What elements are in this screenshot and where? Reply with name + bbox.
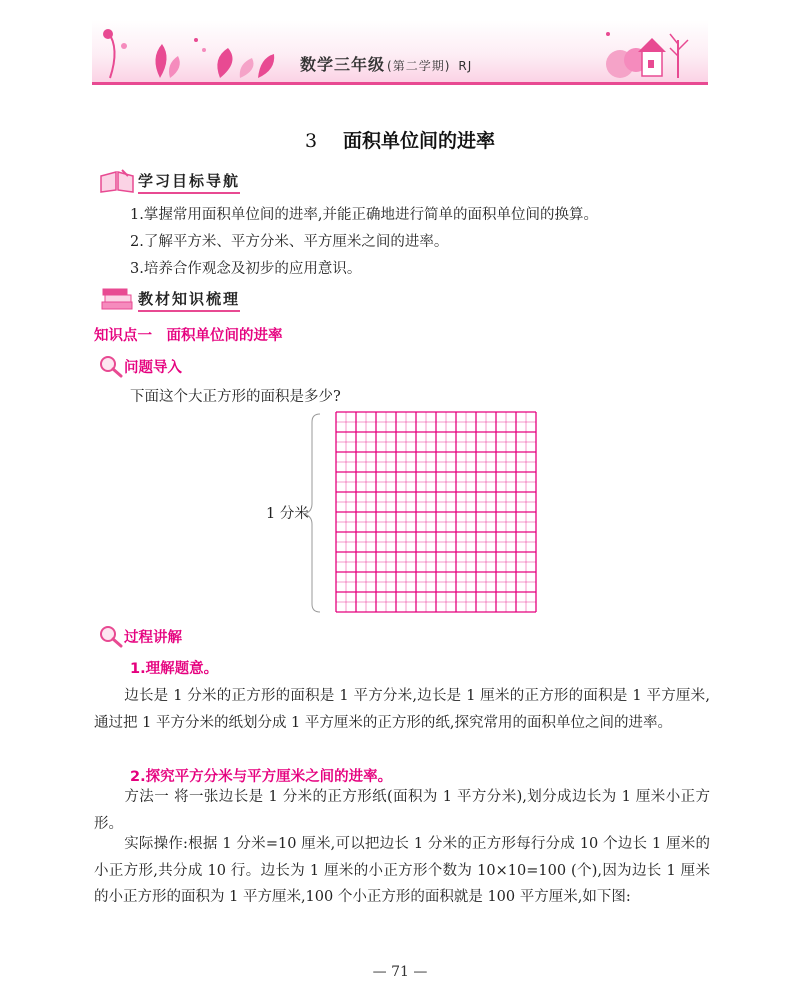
goals-heading: 学习目标导航 xyxy=(138,170,240,194)
left-flower-decoration-icon xyxy=(100,28,280,80)
header-subtitle: (第二学期) xyxy=(387,59,451,73)
method-1-text: 方法一 将一张边长是 1 分米的正方形纸(面积为 1 平方分米),划分成边长为 1 厘米小正方形。 xyxy=(94,789,710,832)
practice-paragraph xyxy=(94,831,710,911)
goal-item-1: 1.掌握常用面积单位间的进率,并能正确地进行简单的面积单位间的换算。 xyxy=(130,207,598,223)
step-1-paragraph xyxy=(94,683,710,736)
knowledge-point-title: 知识点一 面积单位间的进率 xyxy=(94,328,283,344)
intro-heading: 问题导入 xyxy=(124,360,182,376)
step-2-heading: 2.探究平方分米与平方厘米之间的进率。 xyxy=(130,769,393,785)
method-1-paragraph xyxy=(94,784,710,837)
open-book-icon xyxy=(98,168,136,194)
right-house-decoration-icon xyxy=(590,20,700,80)
magnifier-icon xyxy=(98,354,124,378)
goals-section-header xyxy=(98,168,298,194)
header-title xyxy=(300,52,472,75)
page-number: — 71 — xyxy=(372,964,428,980)
step-1-heading: 1.理解题意。 xyxy=(130,661,219,677)
magnifier-icon xyxy=(98,624,124,648)
goal-item-2: 2.了解平方米、平方分米、平方厘米之间的进率。 xyxy=(130,234,449,250)
step-1-text: 边长是 1 分米的正方形的面积是 1 平方分米,边长是 1 厘米的正方形的面积是 1 平方厘米,通过把 1 平方分米的纸划分成 1 平方厘米的正方形的纸,探究常用的面积单位之间的进率。 xyxy=(94,688,710,731)
practice-text: 实际操作:根据 1 分米=10 厘米,可以把边长 1 分米的正方形每行分成 10 个边长 1 厘米的小正方形,共分成 10 行。边长为 1 厘米的小正方形个数为 10×10=100 (个),因为边长 1 厘米的小正方形的面积为 1 平方厘米,100 个小正方形的面积就是 100 平方厘米,如下图: xyxy=(94,836,710,905)
header-edition: RJ xyxy=(458,59,473,73)
intro-question: 下面这个大正方形的面积是多少? xyxy=(130,389,341,405)
stacked-books-icon xyxy=(98,286,136,312)
goal-item-3: 3.培养合作观念及初步的应用意识。 xyxy=(130,261,362,277)
knowledge-section-header xyxy=(98,286,298,312)
grid-side-label: 1 分米 xyxy=(266,506,309,522)
header-book-title: 数学三年级 xyxy=(300,55,386,74)
grid-lines xyxy=(336,412,536,612)
explain-heading: 过程讲解 xyxy=(124,630,182,646)
knowledge-heading: 教材知识梳理 xyxy=(138,288,240,312)
lesson-number: 3 xyxy=(304,130,318,152)
lesson-title-text: 面积单位间的进率 xyxy=(343,130,496,152)
lesson-title xyxy=(0,126,800,153)
